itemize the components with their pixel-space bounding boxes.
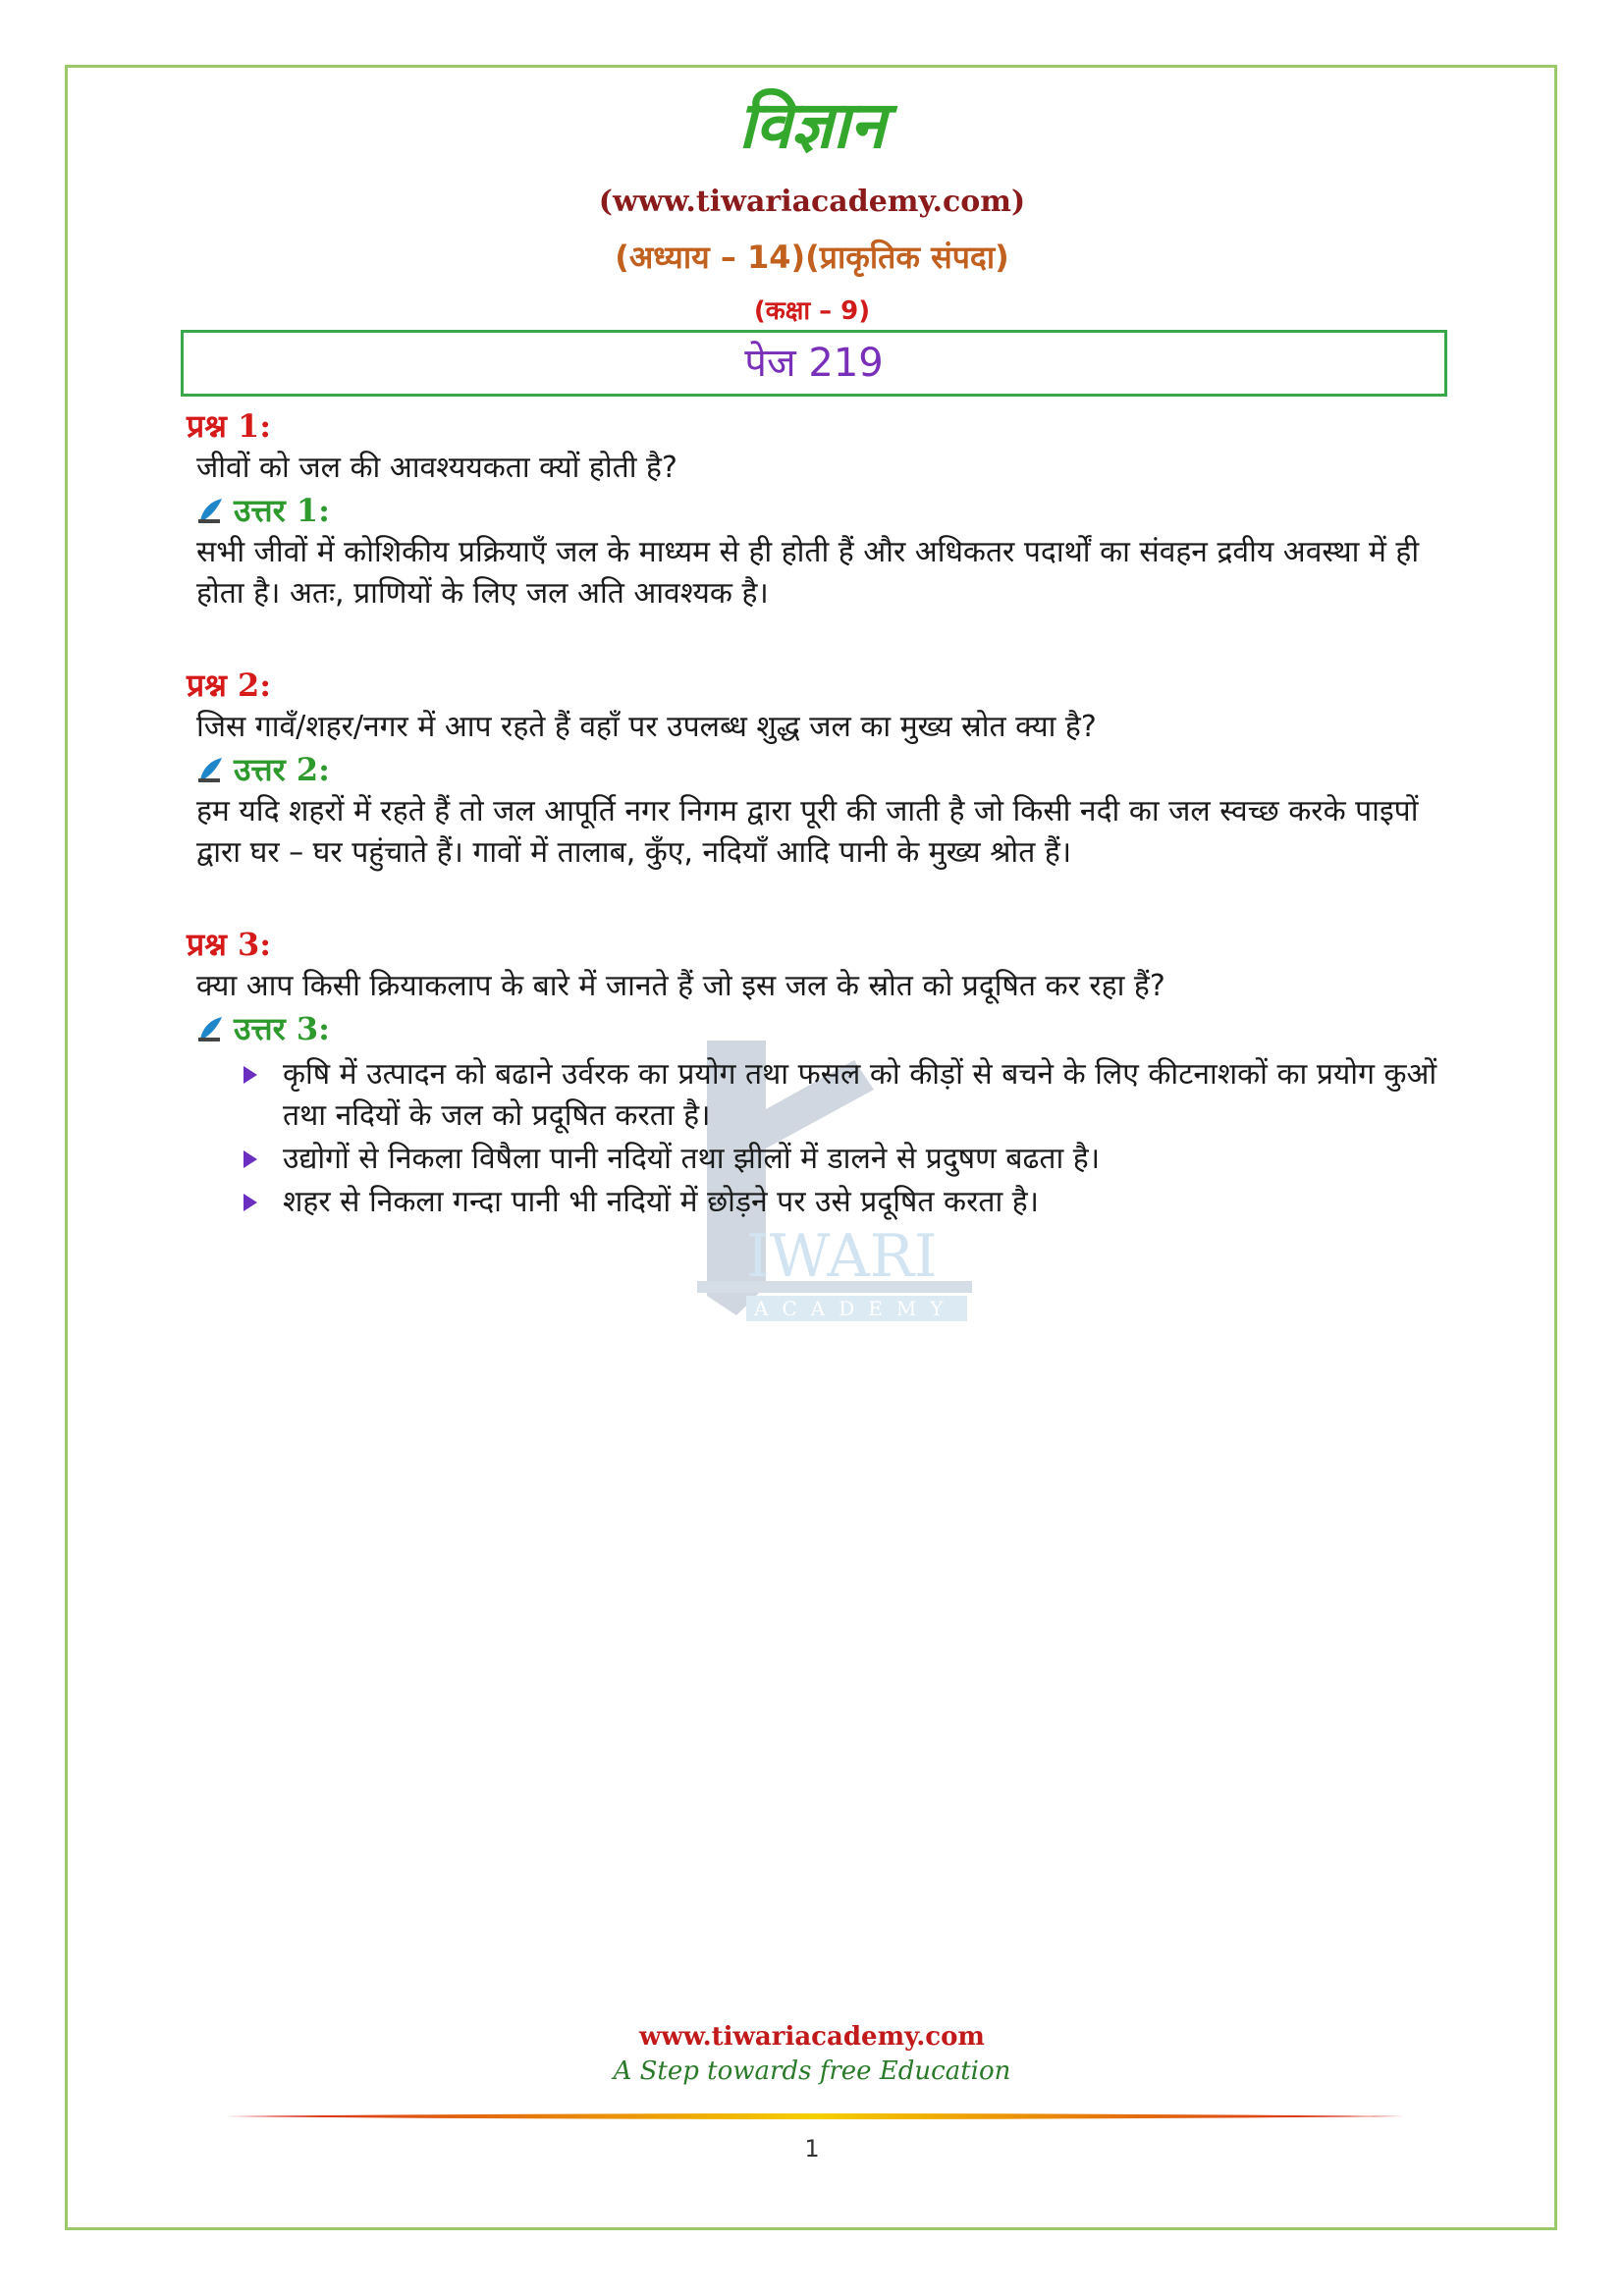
pen-nib-icon	[196, 755, 226, 784]
pen-nib-icon	[196, 496, 226, 525]
list-item	[244, 1054, 1453, 1137]
answer-label-row	[187, 489, 1453, 532]
pen-nib-icon	[196, 1014, 226, 1043]
answer-label: उत्तर 2:	[234, 751, 330, 788]
answer-label-row	[187, 1007, 1453, 1050]
answer-label: उत्तर 3:	[234, 1010, 330, 1047]
page-number: 1	[804, 2135, 820, 2163]
answer-label-row	[187, 748, 1453, 791]
footer-divider	[226, 2112, 1404, 2120]
document-title: विज्ञान	[738, 87, 886, 163]
question-label: प्रश्न 1:	[187, 407, 272, 445]
list-item	[244, 1182, 1453, 1223]
list-item-text: शहर से निकला गन्दा पानी भी नदियों में छोड़ने पर उसे प्रदूषित करता है।	[283, 1185, 1040, 1219]
arrow-right-icon	[244, 1150, 257, 1168]
answer-bullet-list	[187, 1054, 1453, 1223]
list-item-text: कृषि में उत्पादन को बढाने उर्वरक का प्रयोग तथा फसल को कीड़ों से बचने के लिए कीटनाशकों का प्रयोग कुओं तथा नदियों के जल को प्रदूषित करता है।	[283, 1057, 1437, 1133]
list-item-text: उद्योगों से निकला विषैला पानी नदियों तथा झीलों में डालने से प्रदुषण बढता है।	[283, 1142, 1101, 1176]
answer-text: हम यदि शहरों में रहते हैं तो जल आपूर्ति नगर निगम द्वारा पूरी की जाती है जो किसी नदी का जल स्वच्छ करके पाइपों द्वारा घर – घर पहुंचाते हैं। गावों में तालाब, कुँए, नदियाँ आदि पानी के मुख्य श्रोत हैं।	[196, 794, 1419, 870]
footer-website[interactable]: www.tiwariacademy.com	[639, 2022, 985, 2052]
question-block-1	[187, 404, 1453, 614]
answer-text: सभी जीवों में कोशिकीय प्रक्रियाएँ जल के माध्यम से ही होती हैं और अधिकतर पदार्थों का संवहन द्रवीय अवस्था में ही होता है। अतः, प्राणियों के लिए जल अति आवश्यक है।	[196, 535, 1420, 611]
page-number-box: पेज 219	[181, 330, 1447, 397]
class-label: (कक्षा – 9)	[753, 296, 871, 326]
question-text: क्या आप किसी क्रियाकलाप के बारे में जानते हैं जो इस जल के स्रोत को प्रदूषित कर रहा हैं?	[196, 969, 1165, 1003]
arrow-right-icon	[244, 1066, 257, 1084]
question-label: प्रश्न 3:	[187, 926, 272, 963]
question-text: जिस गावँ/शहर/नगर में आप रहते हैं वहाँ पर उपलब्ध शुद्ध जल का मुख्य स्रोत क्या है?	[196, 710, 1097, 744]
list-item	[244, 1139, 1453, 1180]
svg-text:IWARI: IWARI	[746, 1222, 938, 1291]
answer-label: उत्तर 1:	[234, 492, 330, 529]
header-website[interactable]: (www.tiwariacademy.com)	[598, 185, 1026, 219]
chapter-heading: (अध्याय – 14)(प्राकृतिक संपदा)	[615, 239, 1009, 276]
question-block-3	[187, 923, 1453, 1225]
question-text: जीवों को जल की आवश्ययकता क्यों होती है?	[196, 451, 677, 485]
question-label: प्रश्न 2:	[187, 667, 272, 704]
arrow-right-icon	[244, 1194, 257, 1211]
svg-text:ACADEMY: ACADEMY	[754, 1297, 957, 1320]
footer-tagline: A Step towards free Education	[613, 2056, 1011, 2086]
question-block-2	[187, 664, 1453, 874]
